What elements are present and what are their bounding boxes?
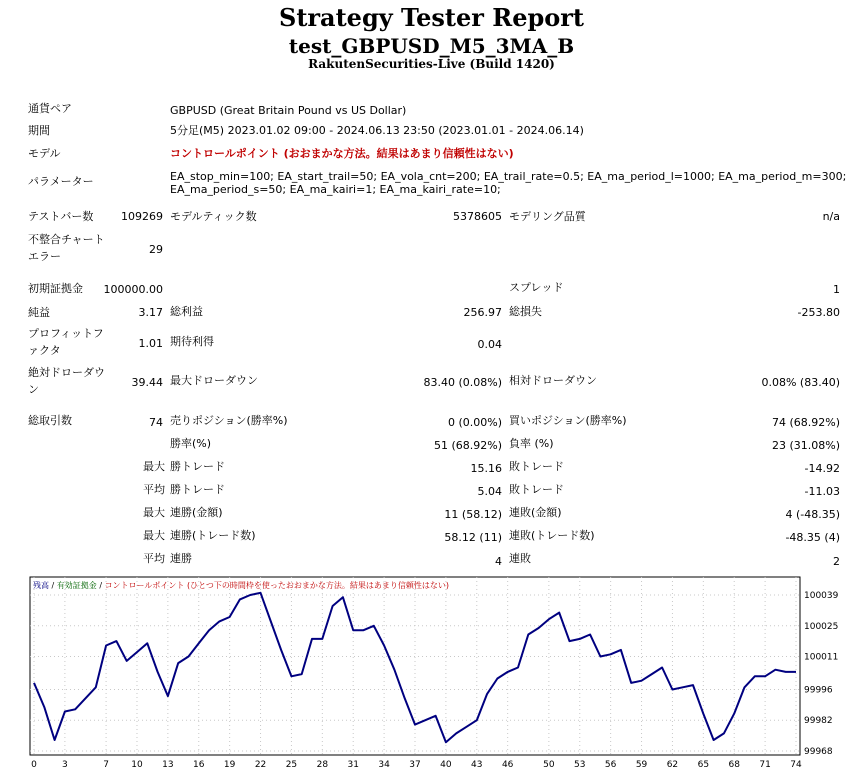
profit-factor-label-line-1: プロフィットフ [28, 327, 104, 340]
x-tick-label: 10 [131, 760, 143, 770]
max-cons-profit-value: 58.12 (11) [444, 531, 502, 544]
ticks-value: 5378605 [453, 210, 502, 223]
x-tick-label: 28 [316, 760, 329, 770]
x-tick-label: 65 [697, 760, 710, 770]
max-label-3: 最大 [143, 529, 165, 542]
gross-profit-label: 総利益 [170, 305, 203, 318]
legend-entry: 残高 [33, 581, 49, 590]
deposit-label: 初期証拠金 [28, 282, 83, 295]
mismatch-label-line-2: エラー [28, 250, 61, 263]
x-tick-label: 19 [223, 760, 236, 770]
server-build: RakutenSecurities-Live (Build 1420) [308, 57, 555, 71]
total-trades-label: 総取引数 [28, 414, 72, 427]
x-tick-label: 71 [759, 760, 771, 770]
x-tick-label: 0 [31, 760, 37, 770]
params-value-line-2: EA_ma_period_s=50; EA_ma_kairi=1; EA_ma_kairi_rate=10; [170, 183, 501, 196]
balance-chart [28, 575, 848, 780]
report-title: Strategy Tester Report [278, 3, 585, 32]
x-tick-label: 7 [103, 760, 109, 770]
y-tick-label: 100011 [804, 652, 839, 663]
max-drawdown-value: 83.40 (0.08%) [423, 376, 502, 389]
y-tick-label: 100039 [804, 591, 839, 601]
rel-drawdown-label: 相対ドローダウン [509, 374, 597, 387]
max-drawdown-label: 最大ドローダウン [170, 374, 258, 387]
legend-entry: / [49, 581, 57, 590]
avg-loss-trade-value: -11.03 [804, 485, 840, 498]
max-label-1: 最大 [143, 460, 165, 473]
x-tick-label: 43 [471, 760, 483, 770]
x-tick-label: 62 [666, 760, 679, 770]
spread-label: スプレッド [509, 281, 564, 294]
x-tick-label: 53 [574, 760, 586, 770]
long-positions-label: 買いポジション(勝率%) [509, 414, 627, 427]
abs-drawdown-label-line-2: ン [28, 383, 39, 396]
max-cons-losses-value: 4 (-48.35) [785, 508, 840, 521]
avg-label-2: 平均 [143, 552, 165, 565]
x-tick-label: 74 [790, 760, 802, 770]
abs-drawdown-value: 39.44 [131, 376, 163, 389]
total-trades-value: 74 [149, 416, 163, 429]
mismatch-value: 29 [149, 243, 163, 256]
y-tick-label: 99968 [804, 747, 833, 757]
symbol-value: GBPUSD (Great Britain Pound vs US Dollar) [170, 104, 407, 117]
win-rate-label: 勝率(%) [170, 437, 212, 450]
period-value: 5分足(M5) 2023.01.02 09:00 - 2024.06.13 23:50 (2023.01.01 - 2024.06.14) [170, 124, 584, 137]
mismatch-label-line-1: 不整合チャート [28, 233, 105, 246]
chart-legend [33, 580, 449, 590]
max-cons-loss-amount-label: 連敗(トレード数) [509, 529, 595, 542]
quality-value: n/a [822, 210, 840, 223]
avg-label-1: 平均 [143, 483, 165, 496]
rel-drawdown-value: 0.08% (83.40) [761, 376, 840, 389]
avg-cons-losses-label: 連敗 [509, 552, 531, 565]
max-cons-wins-label: 連勝(金額) [170, 506, 223, 519]
x-tick-label: 13 [162, 760, 174, 770]
legend-entry: / [96, 581, 105, 590]
abs-drawdown-label-line-1: 絶対ドローダウ [28, 366, 105, 379]
avg-loss-trade-label: 敗トレード [509, 483, 564, 496]
max-cons-loss-amount-value: -48.35 (4) [785, 531, 840, 544]
ea-name: test_GBPUSD_M5_3MA_B [288, 34, 575, 58]
x-tick-label: 68 [728, 760, 740, 770]
params-label: パラメーター [28, 175, 94, 188]
avg-cons-losses-value: 2 [833, 555, 840, 568]
bars-label: テストバー数 [28, 210, 94, 223]
gross-profit-value: 256.97 [463, 306, 502, 319]
legend-entry: 有効証拠金 [56, 581, 97, 590]
short-positions-value: 0 (0.00%) [447, 416, 502, 429]
y-tick-label: 100025 [804, 621, 839, 632]
max-cons-losses-label: 連敗(金額) [509, 506, 562, 519]
x-tick-label: 22 [254, 760, 267, 770]
params-value-line-1: EA_stop_min=100; EA_start_trail=50; EA_vola_cnt=200; EA_trail_rate=0.5; EA_ma_period_l=1000; EA_ma_period_m=300; [170, 170, 847, 183]
max-loss-trade-value: -14.92 [804, 462, 840, 475]
ticks-label: モデルティック数 [170, 210, 257, 223]
x-tick-label: 34 [378, 760, 390, 770]
net-profit-value: 3.17 [138, 306, 163, 319]
profit-factor-label-line-2: ァクタ [28, 344, 61, 357]
deposit-value: 100000.00 [103, 283, 163, 296]
x-tick-label: 3 [62, 760, 68, 770]
model-value: コントロールポイント (おおまかな方法。結果はあまり信頼性はない) [170, 147, 514, 160]
win-rate-value: 51 (68.92%) [433, 439, 502, 452]
spread-value: 1 [833, 283, 840, 296]
net-profit-label: 純益 [28, 306, 50, 319]
short-positions-label: 売りポジション(勝率%) [170, 414, 288, 427]
loss-rate-value: 23 (31.08%) [771, 439, 840, 452]
max-loss-trade-label: 敗トレード [509, 460, 564, 473]
x-tick-label: 31 [347, 760, 359, 770]
period-label: 期間 [28, 124, 50, 137]
x-tick-label: 56 [604, 760, 617, 770]
profit-factor-value: 1.01 [138, 337, 163, 350]
quality-label: モデリング品質 [509, 210, 586, 223]
max-win-trade-label: 勝トレード [170, 460, 225, 473]
symbol-label: 通貨ペア [28, 102, 72, 115]
max-label-2: 最大 [143, 506, 165, 519]
max-cons-profit-label: 連勝(トレード数) [170, 529, 256, 542]
avg-cons-wins-label: 連勝 [170, 552, 192, 565]
avg-win-trade-label: 勝トレード [170, 483, 225, 496]
x-tick-label: 37 [409, 760, 421, 770]
expected-payoff-value: 0.04 [477, 338, 502, 351]
x-tick-label: 25 [285, 760, 298, 770]
y-tick-label: 99982 [804, 716, 833, 727]
x-tick-label: 16 [193, 760, 205, 770]
legend-entry: コントロールポイント (ひとつ下の時間枠を使ったおおまかな方法。結果はあまり信頼性はない) [104, 581, 450, 590]
expected-payoff-label: 期待利得 [170, 335, 214, 348]
bars-value: 109269 [121, 210, 163, 223]
x-tick-label: 46 [501, 760, 514, 770]
max-win-trade-value: 15.16 [470, 462, 502, 475]
long-positions-value: 74 (68.92%) [771, 416, 840, 429]
x-tick-label: 40 [440, 760, 452, 770]
y-tick-label: 99996 [804, 685, 833, 696]
x-tick-label: 59 [635, 760, 648, 770]
x-tick-label: 50 [543, 760, 555, 770]
model-label: モデル [28, 147, 61, 160]
gross-loss-label: 総損失 [509, 305, 542, 318]
avg-cons-wins-value: 4 [495, 555, 502, 568]
max-cons-wins-value: 11 (58.12) [444, 508, 502, 521]
avg-win-trade-value: 5.04 [477, 485, 502, 498]
gross-loss-value: -253.80 [797, 306, 840, 319]
loss-rate-label: 負率 (%) [509, 437, 554, 450]
